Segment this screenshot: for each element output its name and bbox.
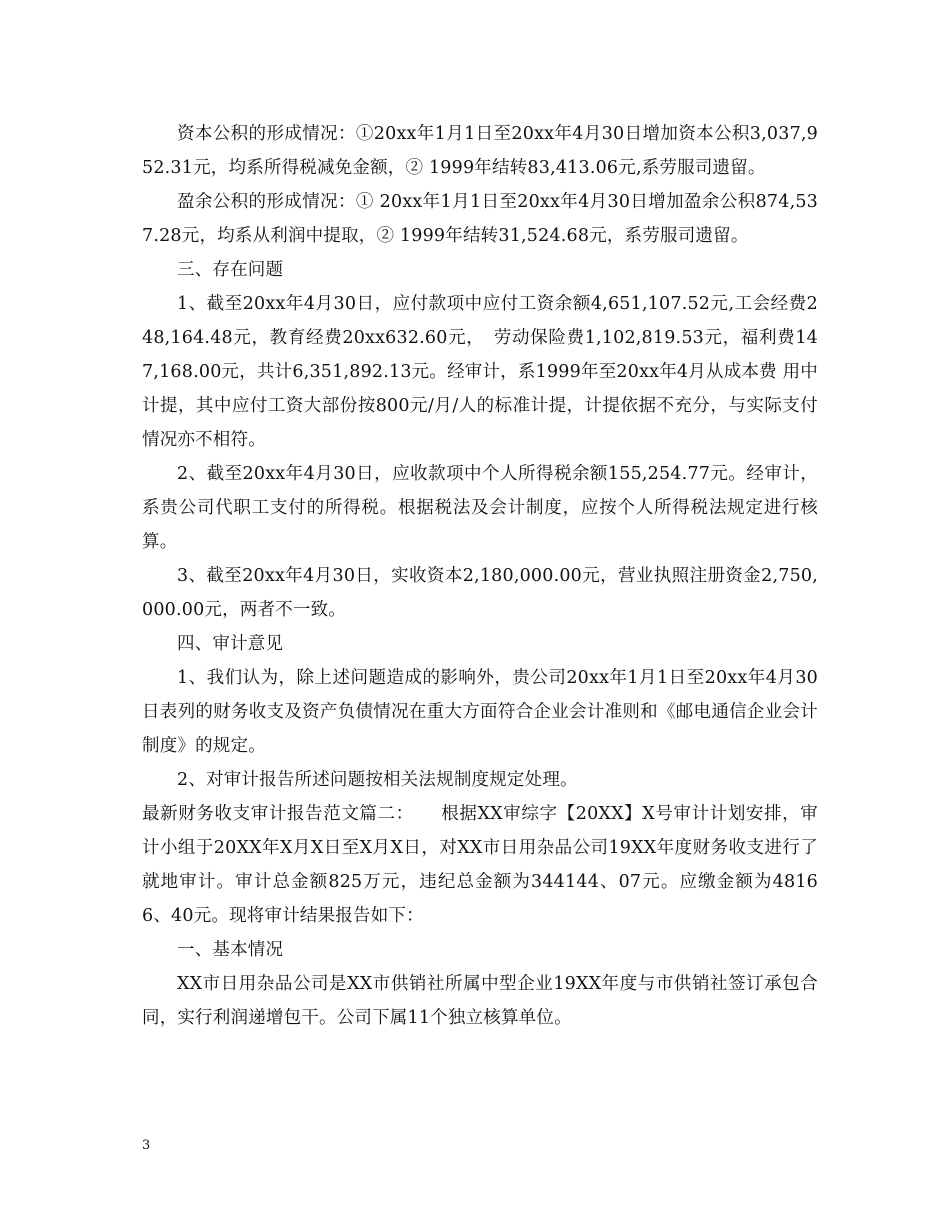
paragraph-company-overview: XX市日用杂品公司是XX市供销社所属中型企业19XX年度与市供销社签订承包合同，实行利润递增包干。公司下属11个独立核算单位。	[142, 974, 818, 1028]
paragraph-opinion-1: 1、我们认为，除上述问题造成的影响外，贵公司20xx年1月1日至20xx年4月30日表列的财务收支及资产负债情况在重大方面符合企业会计准则和《邮电通信企业会计制度》的规定。	[142, 668, 818, 756]
heading-existing-problems: 三、存在问题	[177, 260, 284, 280]
paragraph-opinion-2: 2、对审计报告所述问题按相关法规制度规定处理。	[177, 770, 578, 790]
paragraph-capital-reserve: 资本公积的形成情况：①20xx年1月1日至20xx年4月30日增加资本公积3,037,952.31元，均系所得税减免金额，② 1999年结转83,413.06元,系劳服司遗留。	[142, 124, 818, 178]
paragraph-surplus-reserve: 盈余公积的形成情况：① 20xx年1月1日至20xx年4月30日增加盈余公积874,537.28元，均系从利润中提取，② 1999年结转31,524.68元，系劳服司遗留。	[142, 192, 818, 246]
document-body	[142, 117, 818, 1035]
paragraph-sample-two-intro: 最新财务收支审计报告范文篇二： 根据XX审综字【20XX】X号审计计划安排，审计小组于20XX年X月X日至X月X日，对XX市日用杂品公司19XX年度财务收支进行了就地审计。审计总金额825万元，违纪总金额为344144、07元。应缴金额为48166、40元。现将审计结果报告如下：	[142, 804, 818, 926]
paragraph-problem-3: 3、截至20xx年4月30日，实收资本2,180,000.00元，营业执照注册资金2,750,000.00元，两者不一致。	[142, 566, 818, 620]
page-number: 3	[142, 1138, 151, 1153]
heading-basic-situation: 一、基本情况	[177, 940, 284, 960]
paragraph-problem-2: 2、截至20xx年4月30日，应收款项中个人所得税余额155,254.77元。经审计，系贵公司代职工支付的所得税。根据税法及会计制度，应按个人所得税法规定进行核算。	[142, 464, 818, 552]
heading-audit-opinion: 四、审计意见	[177, 634, 284, 654]
paragraph-problem-1: 1、截至20xx年4月30日，应付款项中应付工资余额4,651,107.52元,工会经费248,164.48元，教育经费20xx632.60元， 劳动保险费1,102,819.53元，福利费147,168.00元，共计6,351,892.13元。经审计，系1999年至20xx年4月从成本费 用中计提，其中应付工资大部份按800元/月/人的标准计提，计提依据不充分，与实际支付情况亦不相符。	[142, 294, 818, 450]
